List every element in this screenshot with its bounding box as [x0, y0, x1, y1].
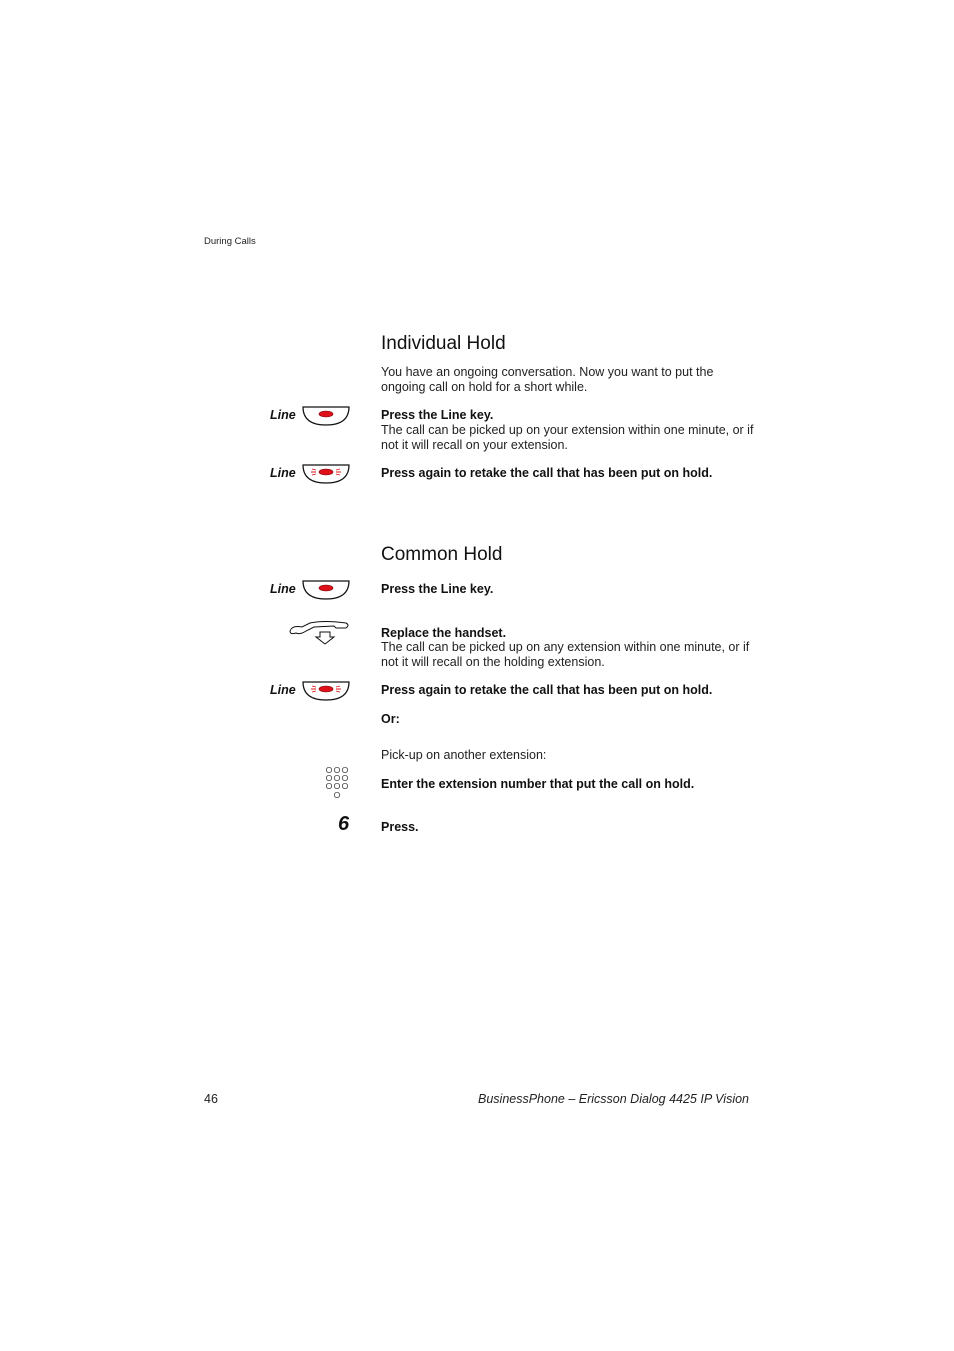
document-title: BusinessPhone – Ericsson Dialog 4425 IP Vision [478, 1092, 749, 1106]
step-instruction: Replace the handset. [381, 626, 507, 640]
individual-hold-intro: You have an ongoing conversation. Now you want to put the ongoing call on hold for a short while. [381, 365, 714, 394]
step-instruction: Press again to retake the call that has been put on hold. [381, 466, 713, 480]
line-key-label: Line [270, 683, 296, 697]
step-instruction: Press the Line key. [381, 582, 494, 596]
step-instruction: Enter the extension number that put the call on hold. [381, 777, 695, 791]
individual-hold-title: Individual Hold [381, 333, 506, 354]
step-detail: The call can be picked up on any extension within one minute, or if not it will recall on the holding extension. [381, 640, 750, 669]
section-label: During Calls [204, 236, 256, 247]
line-key-steady-icon [302, 406, 350, 426]
step-instruction: Press. [381, 820, 419, 834]
or-label: Or: [381, 712, 400, 726]
line-key-flashing-icon [302, 681, 350, 701]
step-instruction: Press again to retake the call that has been put on hold. [381, 683, 713, 697]
page-number: 46 [204, 1092, 218, 1106]
line-key-flashing-icon [302, 464, 350, 484]
line-key-label: Line [270, 466, 296, 480]
alt-intro: Pick-up on another extension: [381, 748, 547, 762]
step-detail: The call can be picked up on your extension within one minute, or if not it will recall on your extension. [381, 423, 754, 452]
line-key-steady-icon [302, 580, 350, 600]
keypad-icon [324, 765, 352, 801]
handset-replace-icon [288, 619, 350, 645]
step-instruction: Press the Line key. [381, 408, 494, 422]
line-key-label: Line [270, 582, 296, 596]
common-hold-title: Common Hold [381, 544, 503, 565]
digit-key-6: 6 [338, 813, 350, 835]
line-key-label: Line [270, 408, 296, 422]
